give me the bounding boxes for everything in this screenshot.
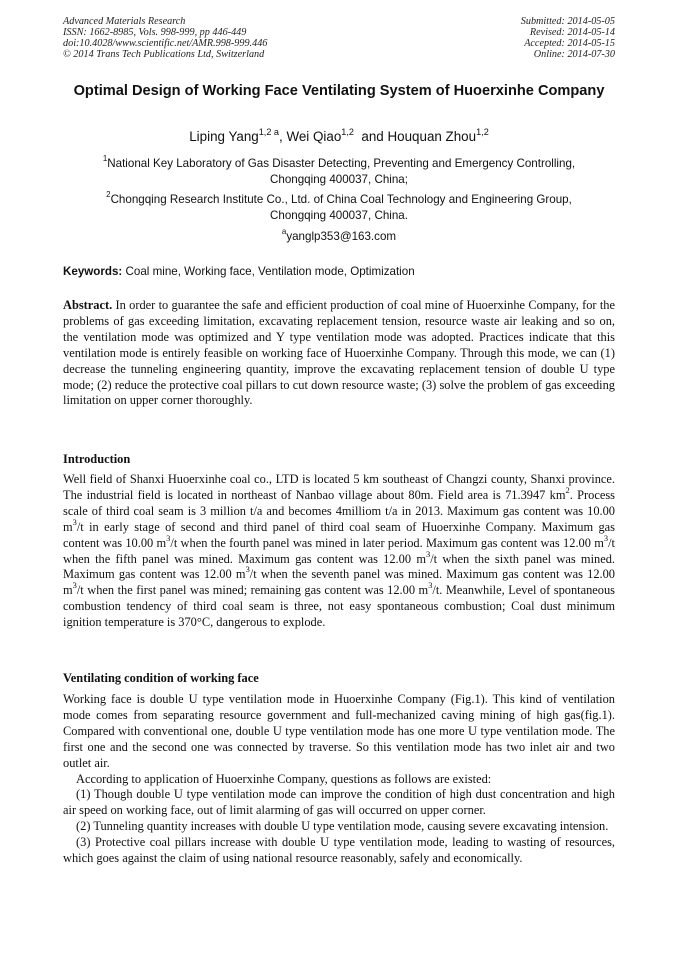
text-run: . Process scale of third coal seam is 3 million t/a and becomes 4milliom t/a in 2013. Maximum gas content was 10.00 m: [63, 487, 615, 534]
author-superscript: 1,2: [476, 126, 489, 137]
introduction-paragraph: [63, 472, 615, 631]
keywords-label: Keywords:: [63, 265, 123, 278]
ventilating-section-body: [63, 692, 615, 867]
author-list: Liping Yang$^{1,2 a}$, Wei Qiao$^{1,2}$ and Houquan Zhou$^{1,2}$: [189, 126, 489, 144]
paragraph: (1) Though double U type ventilation mode can improve the condition of high dust concentration and high air speed on working face, out of limit alarming of gas will occurred on upper corner.: [63, 787, 615, 818]
copyright-line: © 2014 Trans Tech Publications Ltd, Switzerland: [63, 49, 265, 60]
affiliation-line: Chongqing Research Institute Co., Ltd. of China Coal Technology and Engineering Group,: [110, 193, 572, 206]
doi-line: doi:10.4028/www.scientific.net/AMR.998-999.446: [63, 38, 268, 49]
abstract: [63, 298, 615, 409]
section-heading-introduction: Introduction: [63, 452, 131, 466]
keywords: [63, 264, 615, 280]
paragraph: According to application of Huoerxinhe Company, questions as follows are existed:: [76, 771, 492, 786]
superscript: 3: [245, 564, 250, 575]
keywords-text: Coal mine, Working face, Ventilation mode, Optimization: [125, 265, 415, 278]
superscript: 3: [72, 516, 77, 527]
email-address: yanglp353@163.com: [286, 230, 397, 243]
issn-line: ISSN: 1662-8985, Vols. 998-999, pp 446-449: [63, 27, 247, 38]
journal-header-left: [63, 16, 267, 60]
accepted-date: Accepted: 2014-05-15: [524, 38, 615, 49]
superscript: 3: [428, 580, 433, 591]
affiliation-line: Chongqing 400037, China;: [270, 173, 408, 186]
author-superscript: 1,2: [341, 126, 354, 137]
author-name: Wei Qiao: [286, 129, 342, 144]
affiliation-superscript: 2: [106, 190, 111, 200]
text-run: /t when the sixth panel was mined. Maximum gas content was 12.00 m: [63, 551, 615, 582]
superscript: 3: [72, 580, 77, 591]
superscript: 3: [166, 532, 171, 543]
author-name: Liping Yang: [189, 129, 259, 144]
submitted-date: Submitted: 2014-05-05: [520, 16, 615, 27]
author-name: Houquan Zhou: [387, 129, 477, 144]
paragraph: (3) Protective coal pillars increase with double U type ventilation mode, leading to wasting of resources, which goes against the claim of using national resource reasonably, safely and economically.: [63, 835, 615, 866]
text-run: /t when the seventh panel was mined. Maximum gas content was 12.00 m: [63, 567, 616, 598]
text-run: /t in early stage of second and third panel of third coal seam of Huoerxinhe Company. Maximum gas content was 10.00 m: [63, 519, 615, 550]
superscript: 3: [425, 548, 431, 559]
superscript: 3: [603, 532, 609, 543]
author-conjunction: and: [361, 129, 384, 144]
paper-title: Optimal Design of Working Face Ventilating System of Huoerxinhe Company: [73, 83, 605, 99]
text-run: /t when the first panel was mined; remaining gas content was 12.00 m: [76, 583, 429, 598]
abstract-text: In order to guarantee the safe and efficient production of coal mine of Huoerxinhe Company, for the problems of gas exceeding limitation, excavating replacement tension, resource waste air leaking and so on, the ventilation mode was optimized and Y type ventilation mode was adopted. Practices indicate that this ventilation mode is entirely feasible on working face of Huoerxinhe Company. Through this mode, we can (1) decrease the tunneling engineering quantity, improve the excavating replacement tension of double U type mode; (2) reduce the protective coal pillars to cut down resource waste; (3) solve the problem of gas exceeding limitation on upper corner thoroughly.: [63, 298, 615, 408]
affiliation-line: National Key Laboratory of Gas Disaster Detecting, Preventing and Emergency Controlling,: [107, 157, 576, 170]
affiliation-line: Chongqing 400037, China.: [270, 209, 408, 222]
affiliation-superscript: 1: [102, 154, 108, 164]
journal-header-right: [521, 16, 615, 60]
revised-date: Revised: 2014-05-14: [529, 27, 615, 38]
online-date: Online: 2014-07-30: [533, 49, 615, 60]
affiliation-2: [63, 192, 615, 224]
author-email: [63, 229, 615, 245]
paragraph: (2) Tunneling quantity increases with double U type ventilation mode, causing severe excavating intension.: [76, 819, 609, 834]
affiliation-1: [63, 156, 615, 188]
abstract-label: Abstract.: [63, 298, 113, 312]
author-superscript: 1,2 a: [258, 126, 279, 137]
text-run: Well field of Shanxi Huoerxinhe coal co., LTD is located 5 km southeast of Changzi county, Shanxi province. The industrial field is located in northeast of Nanbao village about 80m. Field area is 71.3947 km: [63, 472, 615, 502]
email-superscript: a: [281, 227, 287, 237]
section-heading-ventilating-condition: Ventilating condition of working face: [63, 671, 259, 685]
superscript: 2: [565, 484, 570, 495]
text-run: /t when the fourth panel was mined in later period. Maximum gas content was 12.00 m: [170, 535, 604, 550]
text-run: /t. Meanwhile, Level of spontaneous combustion tendency of third coal seam is three, not easy spontaneous combustion; Coal dust minimum ignition temperature is 370°C, dangerous to explode.: [63, 583, 616, 630]
text-run: /t when the fifth panel was mined. Maximum gas content was 12.00 m: [63, 535, 615, 566]
journal-name: Advanced Materials Research: [63, 16, 186, 27]
paragraph: Working face is double U type ventilation mode in Huoerxinhe Company (Fig.1). This kind of ventilation mode comes from separating resource government and full-mechanized caving mining of high gas(fig.1). Compared with conventional one, double U type ventilation mode has one more U type ventilation mode. The first one and the second one was connected by traverse. So this ventilation mode has two inlet air and two outlet air.: [63, 692, 615, 770]
